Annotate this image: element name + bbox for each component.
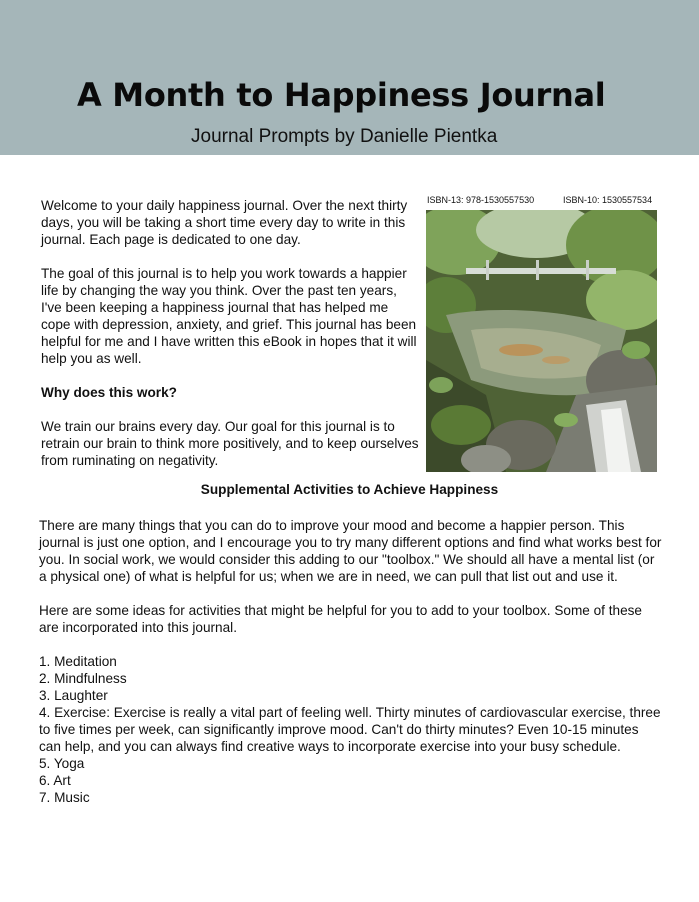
list-item: 6. Art <box>39 773 71 788</box>
isbn10-label: ISBN-10: 1530557534 <box>563 195 653 205</box>
supplemental-heading: Supplemental Activities to Achieve Happiness <box>200 482 499 497</box>
creek-photo-icon <box>426 210 657 472</box>
creek-photo-icon <box>426 210 657 472</box>
header-banner <box>0 0 699 155</box>
intro-section <box>41 197 419 486</box>
why-paragraph: We train our brains every day. Our goal for this journal is to retrain our brain to think more positively, and to keep ourselves from ruminating on negativity. <box>41 419 419 468</box>
list-item: 1. Meditation <box>39 654 117 669</box>
list-item: 3. Laughter <box>39 688 108 703</box>
goal-paragraph: The goal of this journal is to help you work towards a happier life by changing the way you think. Over the past ten years, I've been keeping a happiness journal that has helped me cope with depression, anxiety, and grief. This journal has been helpful for me and I have written this eBook in hopes that it will help you as well. <box>41 266 417 366</box>
activities-list <box>39 653 664 806</box>
list-item: 2. Mindfulness <box>39 671 127 686</box>
isbn-row <box>427 195 659 205</box>
supplemental-section <box>39 517 664 806</box>
list-item: 7. Music <box>39 790 90 805</box>
isbn13-label: ISBN-13: 978-1530557530 <box>427 195 535 205</box>
page-title: A Month to Happiness Journal <box>77 76 606 114</box>
supplemental-paragraph-1: There are many things that you can do to improve your mood and become a happier person. This journal is just one option, and I encourage you to try many different options and find what works best for you. In social work, we would consider this adding to our "toolbox." We should all have a mental list (or a physical one) of what is helpful for us; when we are in need, we can pull that list out and use it. <box>39 518 662 584</box>
list-item: 5. Yoga <box>39 756 85 771</box>
page-subtitle: Journal Prompts by Danielle Pientka <box>191 126 498 147</box>
why-heading: Why does this work? <box>41 385 177 400</box>
list-item: 4. Exercise: Exercise is really a vital part of feeling well. Thirty minutes of cardiovascular exercise, three to five times per week, can significantly improve mood. Can't do thirty minutes? Even 10-15 minutes can help, and you can always find creative ways to incorporate exercise into your busy schedule. <box>39 705 661 754</box>
supplemental-paragraph-2: Here are some ideas for activities that might be helpful for you to add to your toolbox. Some of these are incorporated into this journal. <box>39 603 642 635</box>
welcome-paragraph: Welcome to your daily happiness journal. Over the next thirty days, you will be taking a short time every day to write in this journal. Each page is dedicated to one day. <box>41 198 408 247</box>
